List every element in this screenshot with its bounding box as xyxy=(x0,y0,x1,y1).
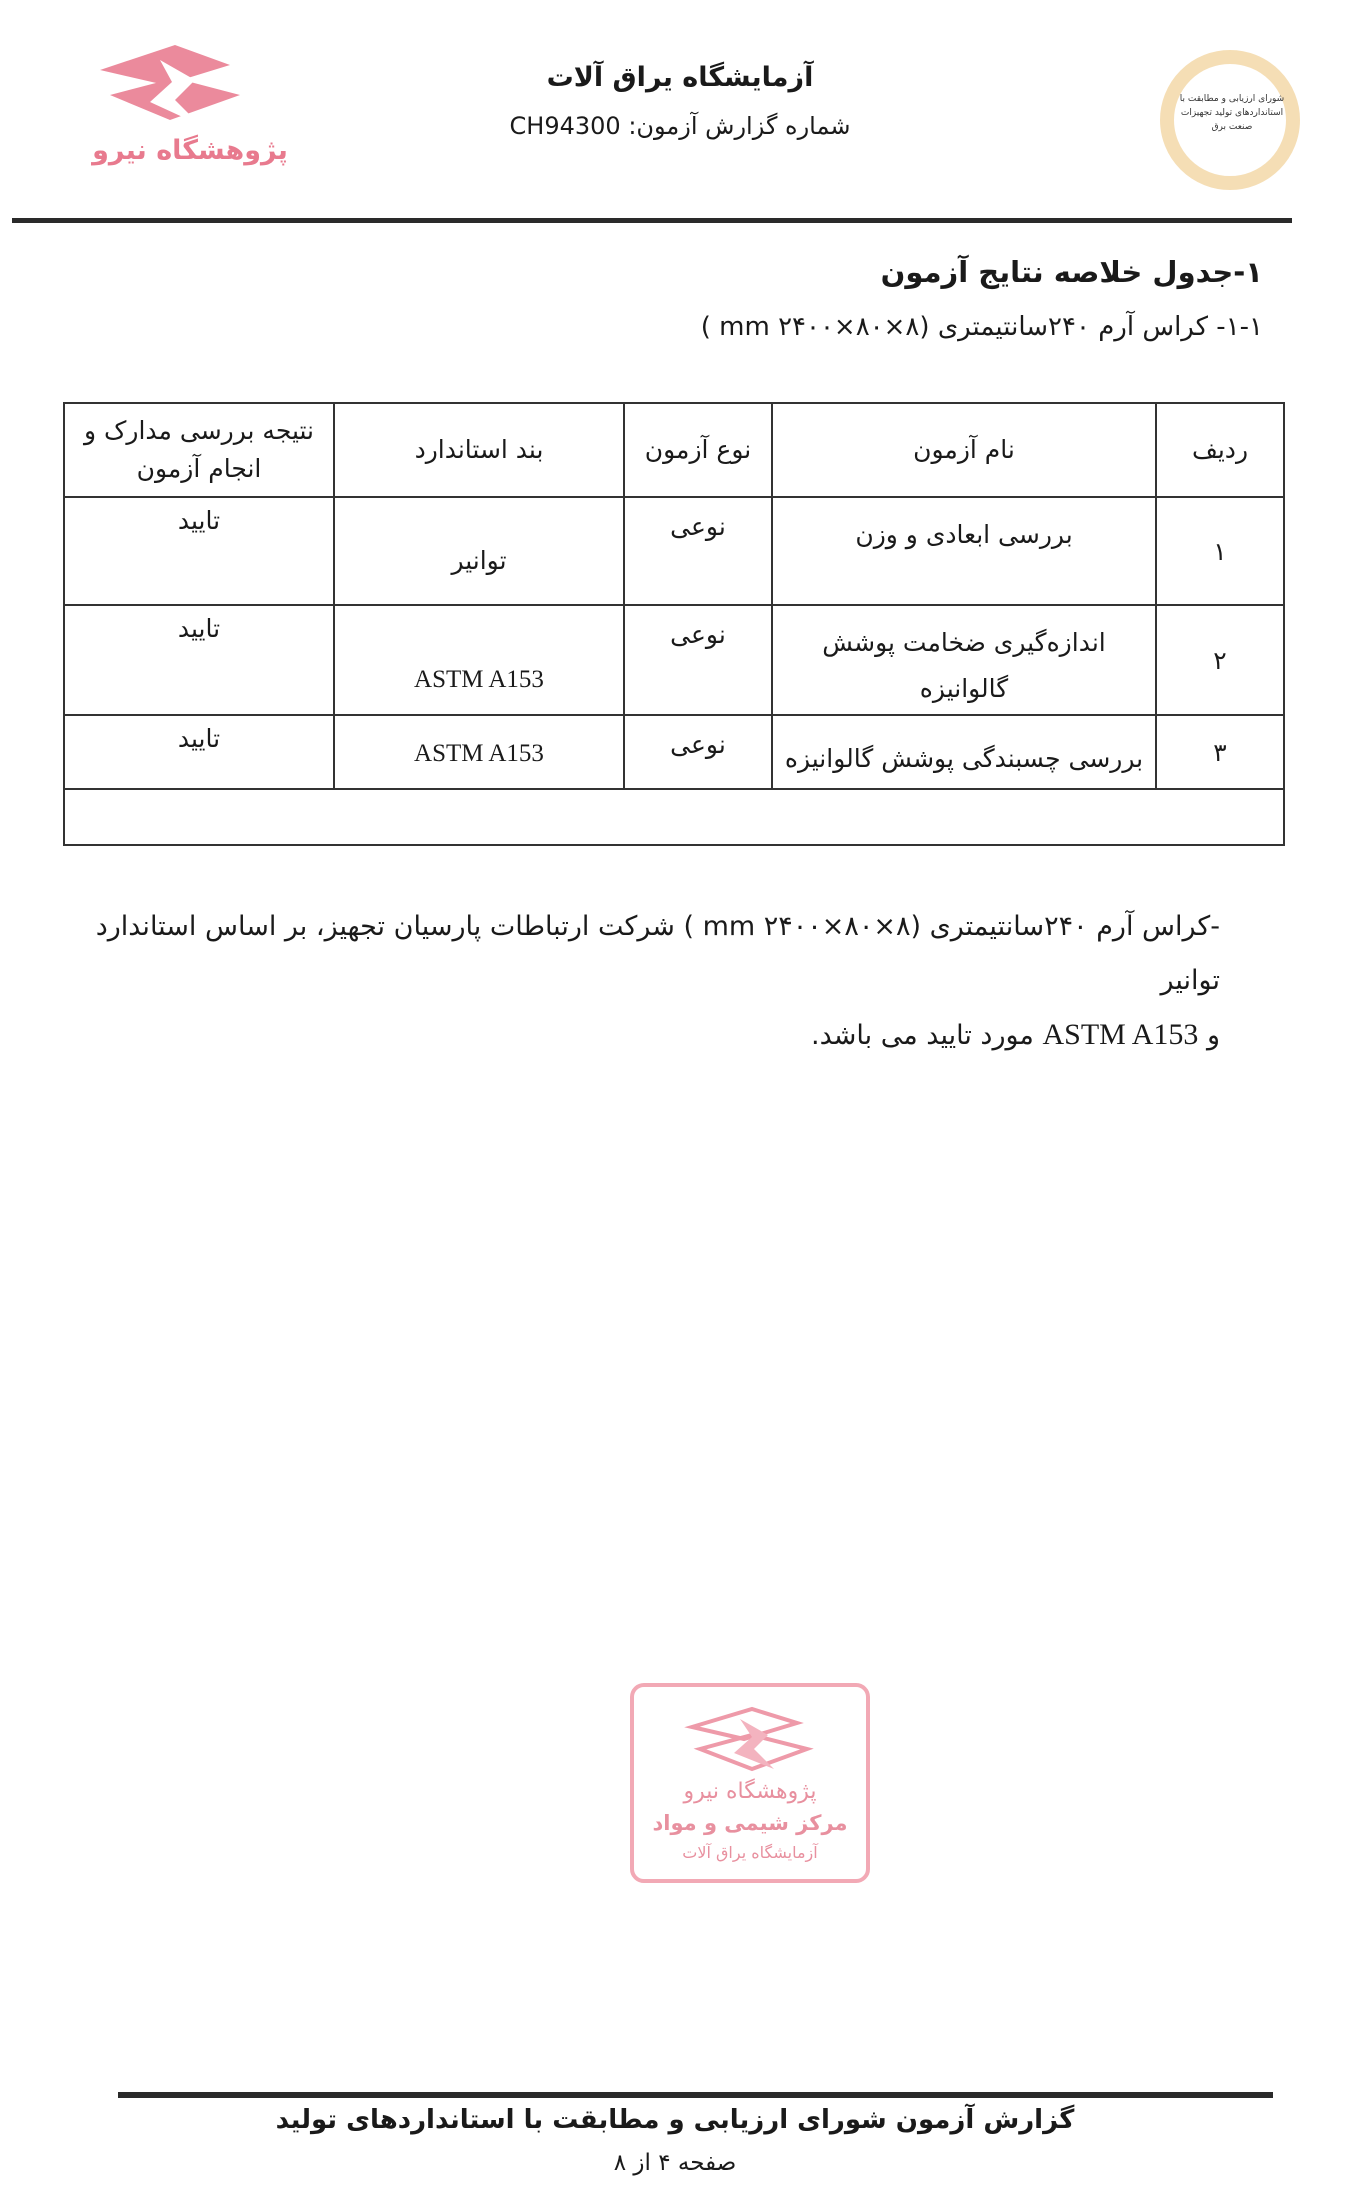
page-number: صفحه ۴ از ۸ xyxy=(613,2150,737,2176)
row-number: ۱ xyxy=(1156,497,1284,605)
test-type: نوعی xyxy=(624,715,772,789)
report-number: CH94300 xyxy=(509,112,621,140)
seal-line: استانداردهای تولید تجهیزات xyxy=(1180,108,1284,118)
seal-line: شورای ارزیابی و مطابقت با xyxy=(1179,94,1285,104)
table-empty-row xyxy=(64,789,1284,845)
conclusion-suffix: مورد تایید می باشد. xyxy=(811,1020,1034,1051)
test-type: نوعی xyxy=(624,605,772,715)
conclusion-line-2 xyxy=(80,1008,1220,1063)
lightning-logo-icon xyxy=(80,40,270,135)
header-standard: بند استاندارد xyxy=(334,403,624,497)
conclusion-paragraph xyxy=(80,900,1220,1063)
section-title: ۱-جدول خلاصه نتایج آزمون xyxy=(880,255,1263,289)
seal-line: صنعت برق xyxy=(1211,122,1253,132)
stamp-line-3: آزمایشگاه یراق آلات xyxy=(682,1843,818,1862)
standard-cell: ASTM A153 xyxy=(334,605,624,715)
header-result: نتیجه بررسی مدارک و انجام آزمون xyxy=(64,403,334,497)
table-row xyxy=(64,715,1284,789)
row-number: ۲ xyxy=(1156,605,1284,715)
footer-divider xyxy=(118,2092,1273,2098)
official-stamp xyxy=(630,1683,870,1883)
niroo-research-logo xyxy=(70,40,288,180)
section-subtitle: ۱-۱- کراس آرم ۲۴۰سانتیمتری (mm ۲۴۰۰×۸۰×۸ ) xyxy=(700,312,1263,342)
table-header-row xyxy=(64,403,1284,497)
standard-cell: ASTM A153 xyxy=(334,715,624,789)
result-cell: تایید xyxy=(64,715,334,789)
council-seal xyxy=(1150,40,1310,200)
standard-cell: توانیر xyxy=(334,497,624,605)
lab-title: آزمایشگاه یراق آلات xyxy=(546,62,814,93)
header-test-type: نوع آزمون xyxy=(624,403,772,497)
report-number-line xyxy=(430,112,930,140)
result-cell: تایید xyxy=(64,497,334,605)
conclusion-prefix: و xyxy=(1206,1020,1220,1051)
test-name: بررسی ابعادی و وزن xyxy=(772,497,1156,605)
table-row xyxy=(64,497,1284,605)
logo-caption: پژوهشگاه نیرو xyxy=(92,135,288,166)
conclusion-standard: ASTM A153 xyxy=(1042,1018,1199,1051)
header-row-number: ردیف xyxy=(1156,403,1284,497)
header-test-name: نام آزمون xyxy=(772,403,1156,497)
stamp-line-2: مرکز شیمی و مواد xyxy=(652,1811,848,1835)
table-row xyxy=(64,605,1284,715)
test-name: بررسی چسبندگی پوشش گالوانیزه xyxy=(772,715,1156,789)
test-type: نوعی xyxy=(624,497,772,605)
results-table xyxy=(63,402,1285,846)
seal-text xyxy=(1172,92,1292,134)
header-divider xyxy=(12,218,1292,223)
conclusion-line-1: -کراس آرم ۲۴۰سانتیمتری (mm ۲۴۰۰×۸۰×۸ ) شرکت ارتباطات پارسیان تجهیز، بر اساس استاندارد توانیر xyxy=(95,911,1220,996)
result-cell: تایید xyxy=(64,605,334,715)
report-number-label: شماره گزارش آزمون: xyxy=(628,112,851,140)
test-name: اندازه‌گیری ضخامت پوشش گالوانیزه xyxy=(772,605,1156,715)
row-number: ۳ xyxy=(1156,715,1284,789)
stamp-line-1: پژوهشگاه نیرو xyxy=(683,1779,817,1804)
stamp-logo-icon xyxy=(682,1705,822,1780)
empty-cell xyxy=(64,789,1284,845)
footer-title: گزارش آزمون شورای ارزیابی و مطابقت با استانداردهای تولید xyxy=(275,2105,1075,2135)
